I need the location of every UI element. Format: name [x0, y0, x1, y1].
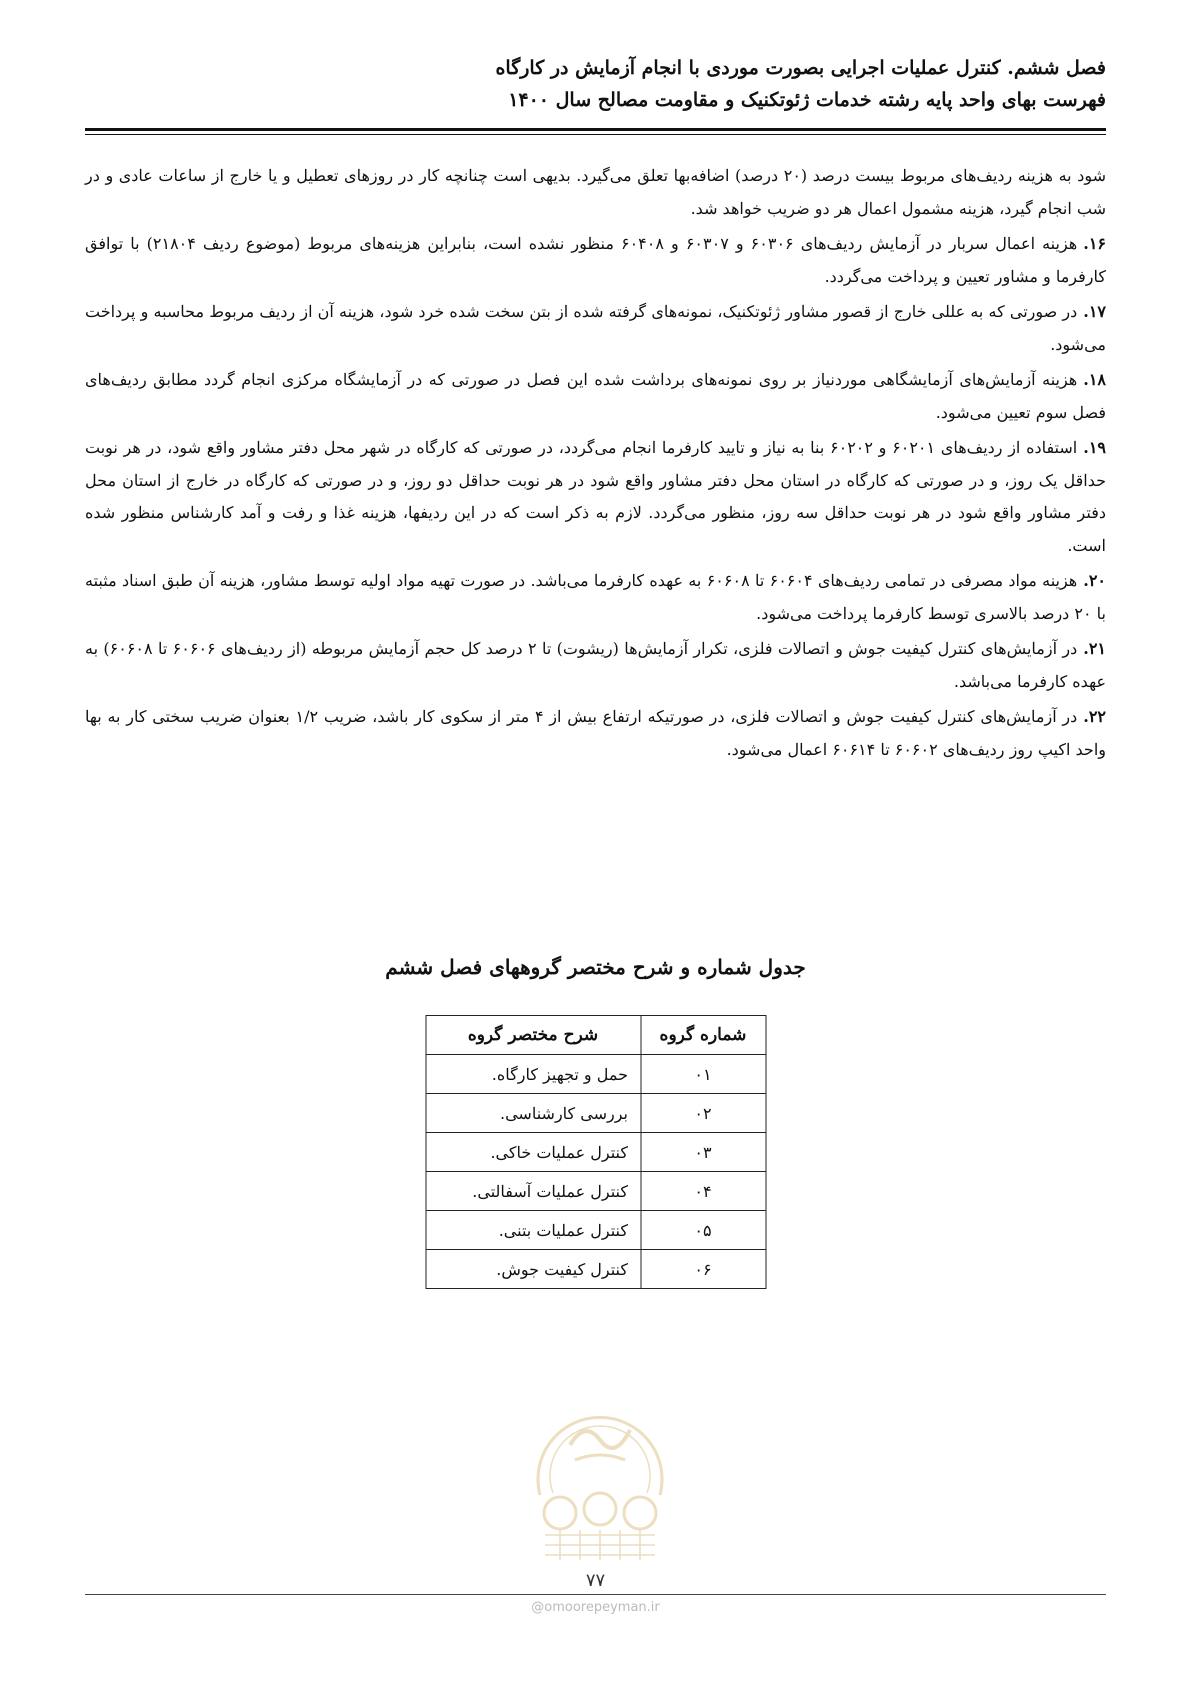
body-text	[85, 160, 1106, 769]
table-row	[426, 1211, 766, 1250]
paragraph-18	[85, 364, 1106, 429]
table-row	[426, 1250, 766, 1289]
paragraph-text: در آزمایش‌های کنترل کیفیت جوش و اتصالات فلزی، تکرار آزمایش‌ها (ریشوت) تا ۲ درصد کل حجم آزمایش مربوطه (از ردیف‌های ۶۰۶۰۶ تا ۶۰۶۰۸) به عهده کارفرما می‌باشد.	[85, 639, 1106, 691]
paragraph-text: هزینه اعمال سربار در آزمایش ردیف‌های ۶۰۳۰۶ و ۶۰۳۰۷ و ۶۰۴۰۸ منظور نشده است، بنابراین هزینه‌های مربوط (موضوع ردیف ۲۱۸۰۴) با توافق کارفرما و مشاور تعیین و پرداخت می‌گردد.	[85, 234, 1106, 286]
table-row	[426, 1055, 766, 1094]
header-rule-thick	[85, 128, 1106, 131]
group-number-cell: ۰۵	[641, 1211, 766, 1250]
group-number-cell: ۰۲	[641, 1094, 766, 1133]
paragraph-text: هزینه آزمایش‌های آزمایشگاهی موردنیاز بر روی نمونه‌های برداشت شده این فصل در صورتی که در آزمایشگاه مرکزی انجام گردد مطابق ردیف‌های فصل سوم تعیین می‌شود.	[85, 370, 1106, 422]
paragraph-number: ۱۹.	[1083, 438, 1106, 457]
table-row	[426, 1133, 766, 1172]
footer-rule	[85, 1594, 1106, 1595]
page-header	[85, 52, 1106, 116]
paragraph-number: ۱۸.	[1083, 370, 1106, 389]
paragraph-22	[85, 701, 1106, 766]
group-description-cell: کنترل عملیات خاکی.	[426, 1133, 641, 1172]
paragraph-text: هزینه مواد مصرفی در تمامی ردیف‌های ۶۰۶۰۴ تا ۶۰۶۰۸ به عهده کارفرما می‌باشد. در صورت تهیه مواد اولیه توسط مشاور، هزینه آن طبق اسناد مثبته با ۲۰ درصد بالاسری توسط کارفرما پرداخت می‌شود.	[85, 571, 1106, 623]
paragraph-16	[85, 228, 1106, 293]
paragraph-17	[85, 296, 1106, 361]
table-title: جدول شماره و شرح مختصر گروههای فصل ششم	[385, 955, 806, 979]
paragraph-number: ۲۱.	[1083, 639, 1107, 658]
header-price-list-title: فهرست بهای واحد پایه رشته خدمات ژئوتکنیک و مقاومت مصالح سال ۱۴۰۰	[508, 89, 1106, 111]
group-number-cell: ۰۴	[641, 1172, 766, 1211]
paragraph-number: ۱۶.	[1083, 234, 1106, 253]
header-chapter-title: فصل ششم. کنترل عملیات اجرایی بصورت موردی با انجام آزمایش در کارگاه	[495, 57, 1106, 79]
column-header-group-number: شماره گروه	[641, 1016, 766, 1055]
paragraph-text: شود به هزینه ردیف‌های مربوط بیست درصد (۲۰ درصد) اضافه‌بها تعلق می‌گیرد. بدیهی است چنانچه کار در روزهای تعطیل و یا خارج از ساعات عادی و در شب انجام گیرد، هزینه مشمول اعمال هر دو ضریب خواهد شد.	[85, 166, 1106, 218]
paragraph-19	[85, 432, 1106, 562]
table-row	[426, 1094, 766, 1133]
paragraph-text: در آزمایش‌های کنترل کیفیت جوش و اتصالات فلزی، در صورتیکه ارتفاع بیش از ۴ متر از سکوی کار باشد، ضریب ۱/۲ بعنوان ضریب سختی کار به بها واحد اکیپ روز ردیف‌های ۶۰۶۰۲ تا ۶۰۶۱۴ اعمال می‌شود.	[85, 707, 1106, 759]
paragraph-text: در صورتی که به عللی خارج از قصور مشاور ژئوتکنیک، نمونه‌های گرفته شده از بتن سخت شده خرد شود، هزینه آن از ردیف مربوط محاسبه و پرداخت می‌شود.	[85, 302, 1106, 354]
table-header-row	[426, 1016, 766, 1055]
column-header-description: شرح مختصر گروه	[426, 1016, 641, 1055]
table-row	[426, 1172, 766, 1211]
groups-table	[425, 1015, 766, 1289]
omoorepeyman-logo-icon	[515, 1385, 685, 1565]
page-number: ۷۷	[585, 1570, 606, 1591]
paragraph-number: ۲۲.	[1083, 707, 1107, 726]
group-description-cell: کنترل کیفیت جوش.	[426, 1250, 641, 1289]
paragraph-text: استفاده از ردیف‌های ۶۰۲۰۱ و ۶۰۲۰۲ بنا به نیاز و تایید کارفرما انجام می‌گردد، در صورتی که کارگاه در شهر محل دفتر مشاور واقع شود، در هر نوبت حداقل یک روز، و در صورتی که کارگاه در استان محل دفتر مشاور واقع شود در هر نوبت حداقل دو روز، و در صورتی که کارگاه در خارج از استان محل دفتر مشاور واقع شود در هر نوبت حداقل سه روز، منظور می‌گردد. لازم به ذکر است که در این ردیفها، هزینه غذا و رفت و آمد کارشناس منظور شده است.	[85, 438, 1106, 555]
group-number-cell: ۰۱	[641, 1055, 766, 1094]
group-number-cell: ۰۳	[641, 1133, 766, 1172]
paragraph-number: ۲۰.	[1083, 571, 1107, 590]
group-description-cell: کنترل عملیات بتنی.	[426, 1211, 641, 1250]
paragraph-20	[85, 565, 1106, 630]
header-rule-thin	[85, 134, 1106, 135]
group-number-cell: ۰۶	[641, 1250, 766, 1289]
paragraph-number: ۱۷.	[1083, 302, 1106, 321]
group-description-cell: کنترل عملیات آسفالتی.	[426, 1172, 641, 1211]
group-description-cell: حمل و تجهیز کارگاه.	[426, 1055, 641, 1094]
paragraph-continuation	[85, 160, 1106, 225]
group-description-cell: بررسی کارشناسی.	[426, 1094, 641, 1133]
paragraph-21	[85, 633, 1106, 698]
watermark-url: @omoorepeyman.ir	[531, 1600, 660, 1615]
